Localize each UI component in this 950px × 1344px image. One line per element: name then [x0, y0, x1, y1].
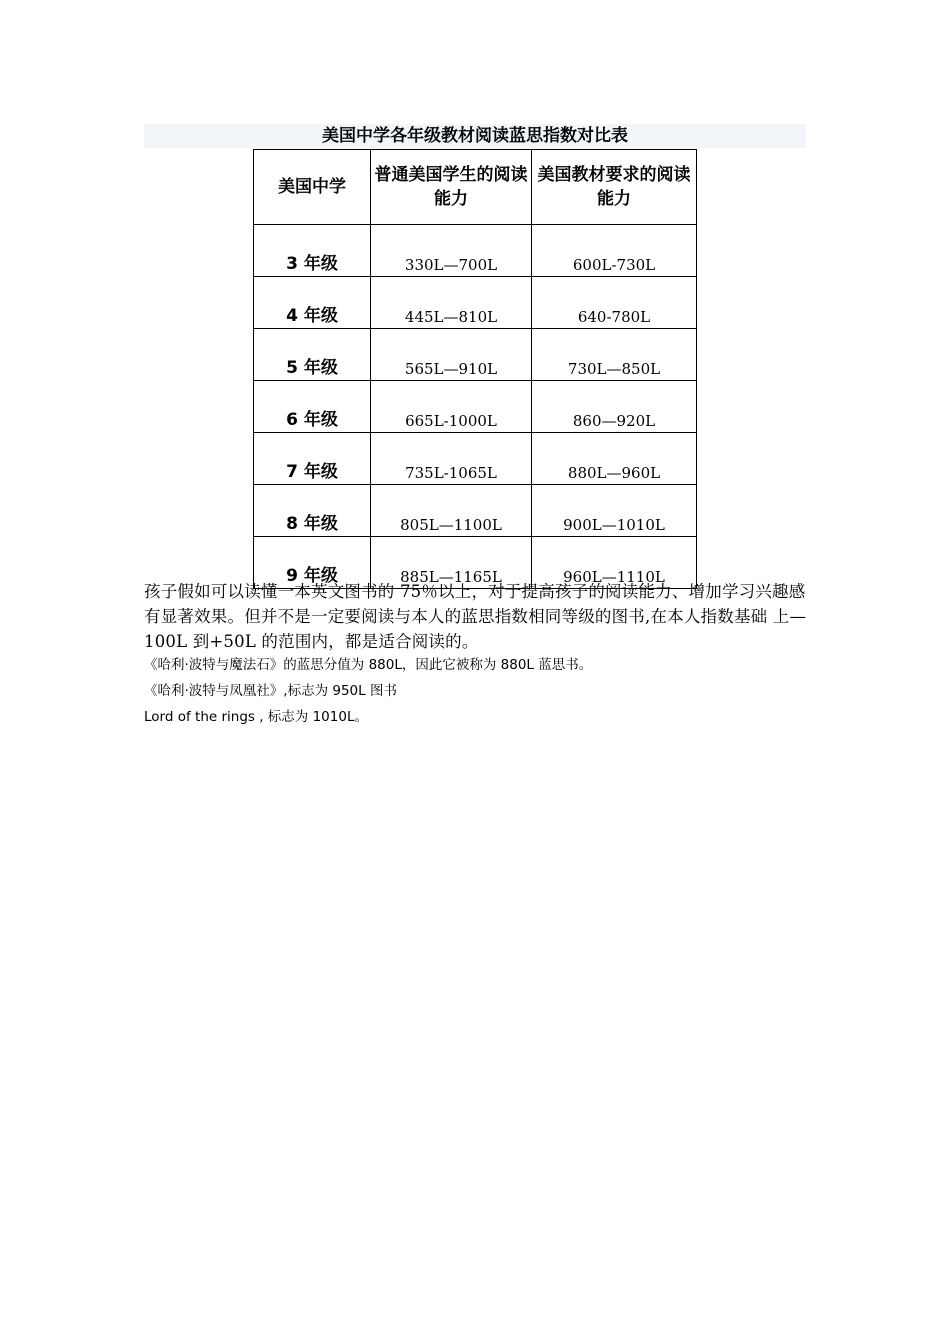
textbook-range-cell: 960L—1110L	[532, 537, 697, 589]
student-range-cell: 565L—910L	[371, 329, 532, 381]
note-line: 《哈利·波特与魔法石》的蓝思分值为 880L，因此它被称为 880L 蓝思书。	[144, 657, 593, 673]
grade-cell: 3 年级	[254, 225, 371, 277]
grade-cell: 4 年级	[254, 277, 371, 329]
student-range-cell: 330L—700L	[371, 225, 532, 277]
header-grade: 美国中学	[254, 150, 371, 225]
student-range-cell: 665L-1000L	[371, 381, 532, 433]
table-row	[254, 277, 697, 329]
note-line: Lord of the rings , 标志为 1010L。	[144, 709, 368, 725]
lexile-table	[253, 149, 697, 589]
grade-cell: 8 年级	[254, 485, 371, 537]
table-row	[254, 381, 697, 433]
grade-cell: 9 年级	[254, 537, 371, 589]
table-row	[254, 485, 697, 537]
note-line: 《哈利·波特与凤凰社》,标志为 950L 图书	[144, 683, 397, 699]
student-range-cell: 885L—1165L	[371, 537, 532, 589]
student-range-cell: 735L-1065L	[371, 433, 532, 485]
table-row	[254, 225, 697, 277]
table-header-row	[254, 150, 697, 225]
textbook-range-cell: 640-780L	[532, 277, 697, 329]
textbook-range-cell: 730L—850L	[532, 329, 697, 381]
student-range-cell: 445L—810L	[371, 277, 532, 329]
table-row	[254, 433, 697, 485]
student-range-cell: 805L—1100L	[371, 485, 532, 537]
textbook-range-cell: 900L—1010L	[532, 485, 697, 537]
grade-cell: 6 年级	[254, 381, 371, 433]
textbook-range-cell: 860—920L	[532, 381, 697, 433]
textbook-range-cell: 600L-730L	[532, 225, 697, 277]
textbook-range-cell: 880L—960L	[532, 433, 697, 485]
table-row	[254, 329, 697, 381]
body-paragraph: 孩子假如可以读懂一本英文图书的 75％以上，对于提高孩子的阅读能力、增加学习兴趣感有显著效果。但并不是一定要阅读与本人的蓝思指数相同等级的图书,在本人指数基础 上—100L 到+50L 的范围内，都是适合阅读的。	[144, 582, 807, 651]
grade-cell: 7 年级	[254, 433, 371, 485]
grade-cell: 5 年级	[254, 329, 371, 381]
header-student-ability: 普通美国学生的阅读能力	[371, 150, 532, 225]
table-title: 美国中学各年级教材阅读蓝思指数对比表	[144, 124, 806, 148]
header-textbook-requirement: 美国教材要求的阅读能力	[532, 150, 697, 225]
